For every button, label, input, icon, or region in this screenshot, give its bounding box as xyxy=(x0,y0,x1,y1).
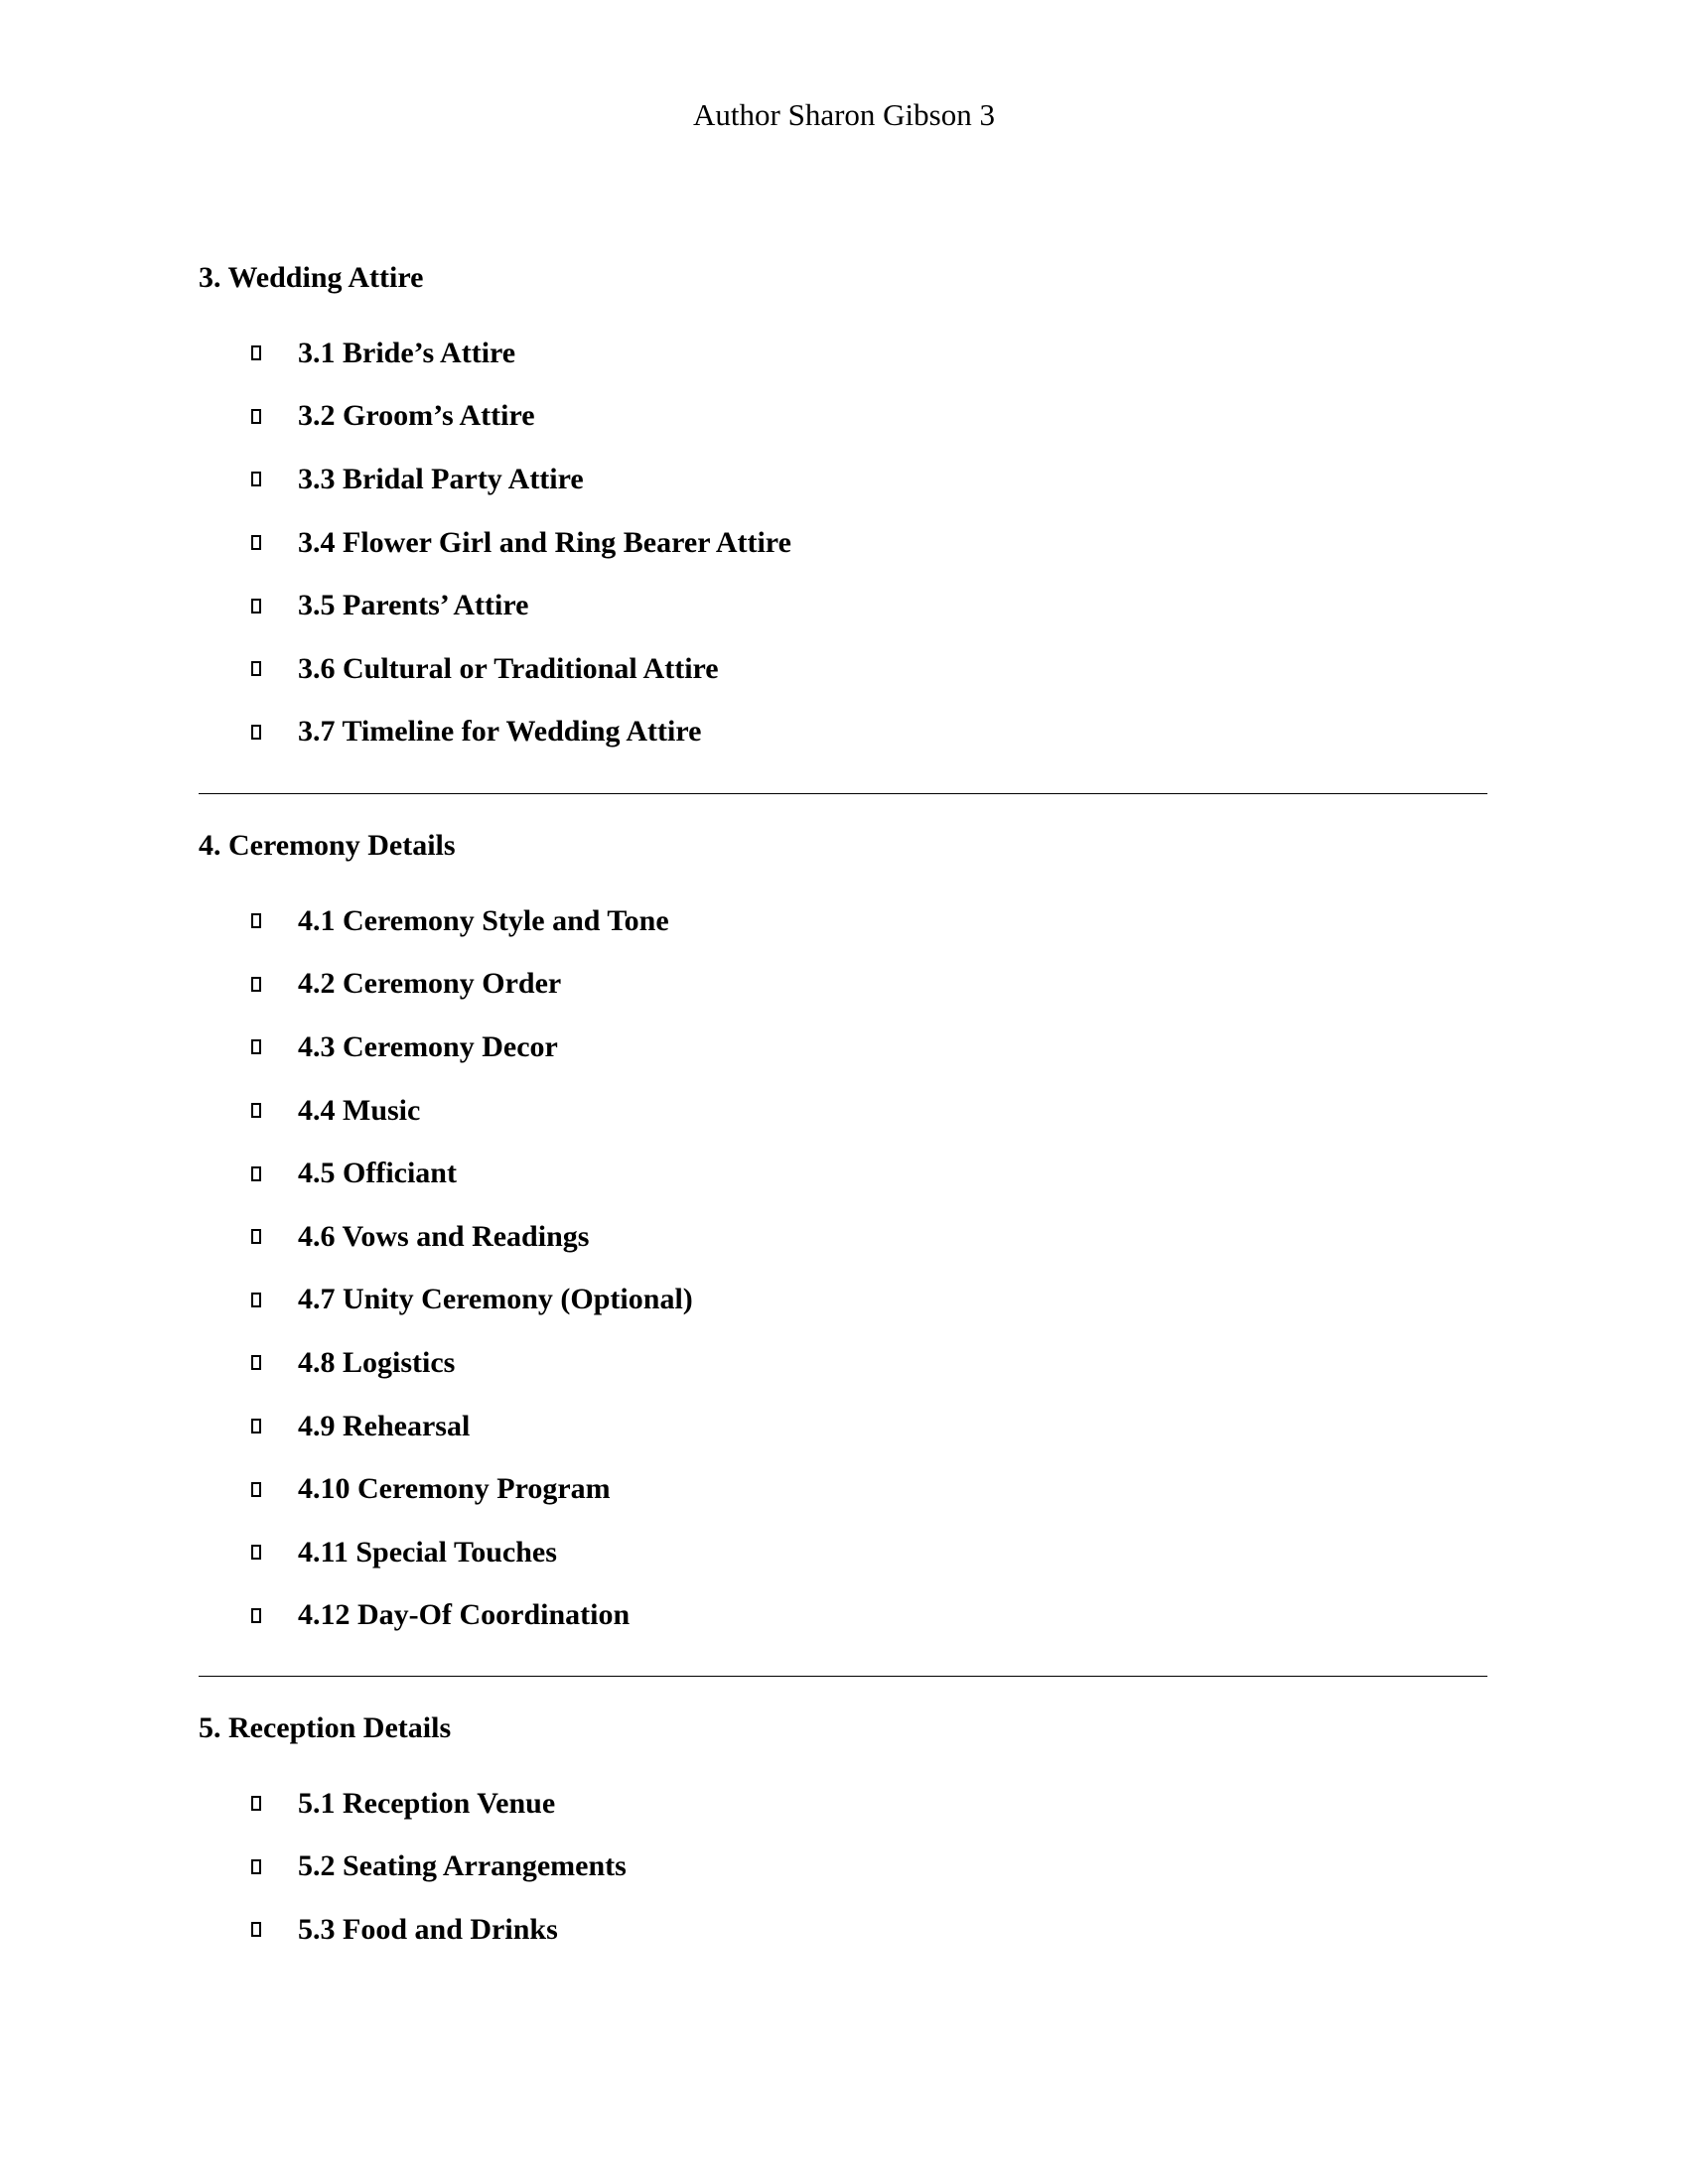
bullet-box-icon xyxy=(251,535,261,550)
list-item xyxy=(199,1016,1487,1079)
list-item xyxy=(199,637,1487,701)
list-item xyxy=(199,1772,1487,1836)
list-item-label: 3.2 Groom’s Attire xyxy=(298,399,535,433)
list-item-label: 5.1 Reception Venue xyxy=(298,1786,556,1820)
list-item xyxy=(199,1331,1487,1395)
list-item-label: 3.6 Cultural or Traditional Attire xyxy=(298,651,719,685)
bullet-box-icon xyxy=(251,661,261,676)
list-item-label: 4.4 Music xyxy=(298,1093,421,1127)
bullet-box-icon xyxy=(251,599,261,614)
list-item-label: 4.3 Ceremony Decor xyxy=(298,1029,558,1063)
bullet-box-icon xyxy=(251,472,261,486)
list-item-label: 4.5 Officiant xyxy=(298,1157,457,1190)
bullet-box-icon xyxy=(251,1355,261,1370)
section-heading: 4. Ceremony Details xyxy=(199,829,456,862)
list-item xyxy=(199,1395,1487,1458)
list-item xyxy=(199,1205,1487,1269)
list-item xyxy=(199,1898,1487,1962)
bullet-box-icon xyxy=(251,345,261,360)
section-wedding-attire xyxy=(199,258,1487,763)
item-list xyxy=(199,322,1487,763)
list-item xyxy=(199,511,1487,575)
list-item-label: 4.1 Ceremony Style and Tone xyxy=(298,903,669,937)
item-list xyxy=(199,889,1487,1647)
bullet-box-icon xyxy=(251,725,261,740)
bullet-box-icon xyxy=(251,1922,261,1937)
list-item xyxy=(199,574,1487,637)
list-item xyxy=(199,1142,1487,1205)
section-ceremony-details xyxy=(199,826,1487,1647)
list-item xyxy=(199,322,1487,385)
list-item xyxy=(199,1457,1487,1521)
bullet-box-icon xyxy=(251,1103,261,1118)
section-reception-details xyxy=(199,1708,1487,1962)
list-item xyxy=(199,1079,1487,1143)
bullet-box-icon xyxy=(251,913,261,928)
list-item xyxy=(199,1836,1487,1899)
list-item-label: 3.3 Bridal Party Attire xyxy=(298,462,584,495)
bullet-box-icon xyxy=(251,1039,261,1054)
divider xyxy=(199,1676,1487,1677)
page-header: Author Sharon Gibson 3 xyxy=(693,97,995,132)
bullet-box-icon xyxy=(251,1608,261,1623)
section-heading: 3. Wedding Attire xyxy=(199,261,424,294)
bullet-box-icon xyxy=(251,1229,261,1244)
bullet-box-icon xyxy=(251,1545,261,1560)
list-item-label: 4.7 Unity Ceremony (Optional) xyxy=(298,1283,693,1316)
list-item-label: 5.2 Seating Arrangements xyxy=(298,1849,627,1883)
list-item-label: 3.1 Bride’s Attire xyxy=(298,336,516,369)
list-item xyxy=(199,701,1487,764)
bullet-box-icon xyxy=(251,1482,261,1497)
list-item-label: 4.10 Ceremony Program xyxy=(298,1472,611,1506)
list-item-label: 4.8 Logistics xyxy=(298,1345,456,1379)
list-item xyxy=(199,953,1487,1017)
item-list xyxy=(199,1772,1487,1962)
list-item-label: 5.3 Food and Drinks xyxy=(298,1912,558,1946)
list-item-label: 3.4 Flower Girl and Ring Bearer Attire xyxy=(298,525,791,559)
list-item-label: 4.12 Day-Of Coordination xyxy=(298,1598,631,1632)
bullet-box-icon xyxy=(251,409,261,424)
list-item-label: 4.6 Vows and Readings xyxy=(298,1219,590,1253)
list-item xyxy=(199,1269,1487,1332)
list-item xyxy=(199,385,1487,449)
bullet-box-icon xyxy=(251,1293,261,1307)
list-item-label: 4.2 Ceremony Order xyxy=(298,967,562,1001)
bullet-box-icon xyxy=(251,1419,261,1433)
list-item xyxy=(199,1521,1487,1584)
list-item xyxy=(199,1584,1487,1648)
list-item-label: 3.7 Timeline for Wedding Attire xyxy=(298,715,702,749)
list-item-label: 4.9 Rehearsal xyxy=(298,1409,471,1442)
divider xyxy=(199,793,1487,794)
list-item xyxy=(199,448,1487,511)
bullet-box-icon xyxy=(251,977,261,992)
bullet-box-icon xyxy=(251,1859,261,1874)
bullet-box-icon xyxy=(251,1796,261,1811)
bullet-box-icon xyxy=(251,1166,261,1181)
section-heading: 5. Reception Details xyxy=(199,1711,452,1744)
list-item-label: 4.11 Special Touches xyxy=(298,1535,557,1569)
list-item-label: 3.5 Parents’ Attire xyxy=(298,589,529,622)
list-item xyxy=(199,889,1487,953)
